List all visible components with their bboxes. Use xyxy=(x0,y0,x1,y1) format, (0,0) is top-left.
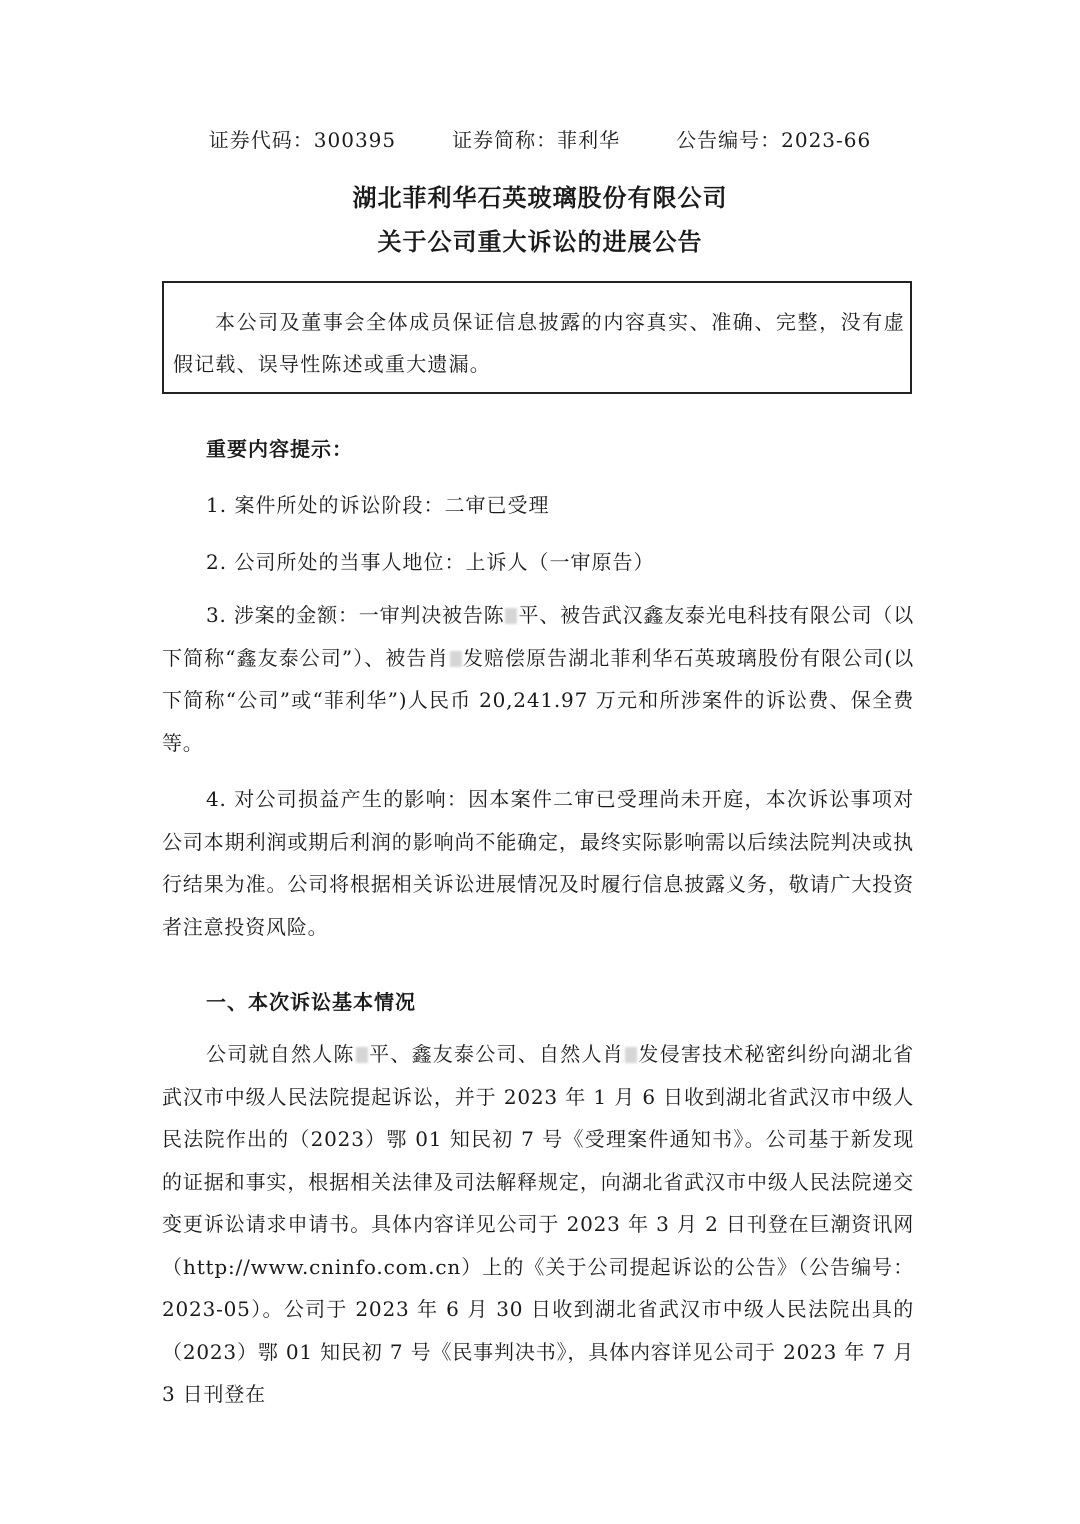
key-point-4: 4. 对公司损益产生的影响：因本案件二审已受理尚未开庭，本次诉讼事项对公司本期利润或期后利润的影响尚不能确定，最终实际影响需以后续法院判决或执行结果为准。公司将根据相关诉讼进展情况及时履行信息披露义务，敬请广大投资者注意投资风险。 xyxy=(162,787,914,939)
announcement-number: 公告编号：2023-66 xyxy=(676,128,872,152)
section-1-text-a: 公司就自然人陈 xyxy=(206,1042,355,1066)
key-point-3 xyxy=(162,594,914,764)
disclaimer-box xyxy=(162,281,912,394)
key-point-3-text-c: 发赔偿原告湖北菲利华石英玻璃股份有限公司(以下简称“公司”或“菲利华”)人民币 20,241.97 万元和所涉案件的诉讼费、保全费等。 xyxy=(162,645,914,755)
stock-abbreviation: 证券简称：菲利华 xyxy=(452,128,621,152)
key-point-2: 2. 公司所处的当事人地位：上诉人（一审原告） xyxy=(206,550,655,574)
key-point-3-text-a: 3. 涉案的金额：一审判决被告陈 xyxy=(206,603,505,627)
section-1-text-c: 发侵害技术秘密纠纷向湖北省武汉市中级人民法院提起诉讼，并于 2023 年 1 月 6 日收到湖北省武汉市中级人民法院作出的（2023）鄂 01 知民初 7 号《受理案件通知书》。公司基于新发现的证据和事实，根据相关法律及司法解释规定，向湖北省武汉市中级人民法院递交变更诉讼请求申请书。具体内容详见公司于 2023 年 3 月 2 日刊登在巨潮资讯网（http://www.cninfo.com.cn）上的《关于公司提起诉讼的公告》（公告编号：2023-05）。公司于 2023 年 6 月 30 日收到湖北省武汉市中级人民法院出具的（2023）鄂 01 知民初 7 号《民事判决书》，具体内容详见公司于 2023 年 7 月 3 日刊登在 xyxy=(162,1042,914,1406)
document-header xyxy=(0,124,1080,153)
section-1-paragraph xyxy=(162,1033,914,1416)
announcement-title: 关于公司重大诉讼的进展公告 xyxy=(377,227,703,256)
section-1-heading: 一、本次诉讼基本情况 xyxy=(206,990,416,1014)
section-1-text-b: 平、鑫友泰公司、自然人肖 xyxy=(368,1042,624,1066)
redacted-name xyxy=(505,608,517,624)
redacted-name xyxy=(450,651,462,667)
company-title: 湖北菲利华石英玻璃股份有限公司 xyxy=(352,183,728,212)
key-points-heading: 重要内容提示： xyxy=(206,437,353,461)
redacted-name xyxy=(356,1047,368,1063)
redacted-name xyxy=(625,1047,637,1063)
key-point-3-text-b: 平、被告武汉鑫友泰光电科技有限公司（以下简称“鑫友泰公司”）、被告肖 xyxy=(162,603,914,670)
disclaimer-text: 本公司及董事会全体成员保证信息披露的内容真实、准确、完整，没有虚假记载、误导性陈述或重大遗漏。 xyxy=(173,310,905,376)
key-point-1: 1. 案件所处的诉讼阶段：二审已受理 xyxy=(206,493,550,517)
stock-code: 证券代码：300395 xyxy=(208,128,397,152)
